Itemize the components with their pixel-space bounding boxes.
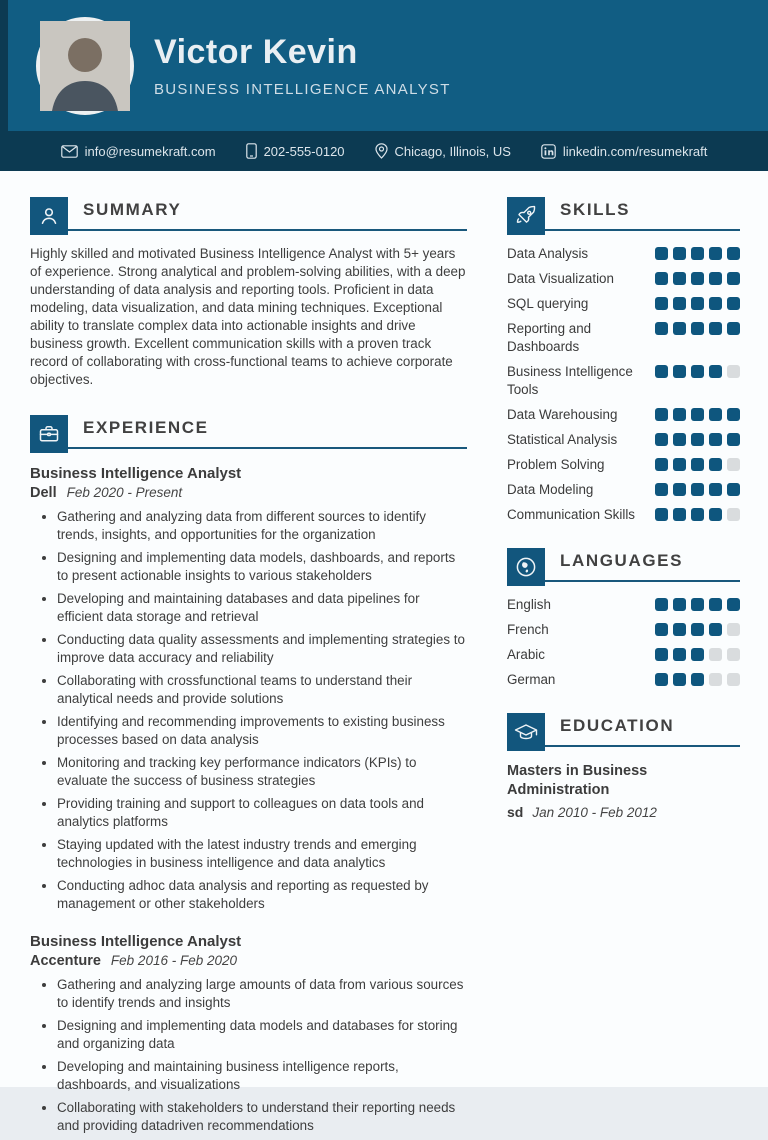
rating-square — [673, 598, 686, 611]
rating-squares — [655, 508, 740, 521]
globe-icon — [507, 548, 545, 586]
rating-square — [691, 673, 704, 686]
job-dates: Feb 2016 - Feb 2020 — [110, 953, 238, 968]
contact-linkedin-text: linkedin.com/resumekraft — [562, 143, 708, 159]
skill-row — [507, 456, 740, 474]
experience-title: EXPERIENCE — [83, 418, 209, 437]
rating-squares — [655, 297, 740, 310]
skill-row-label: Data Visualization — [507, 271, 614, 286]
rating-square — [727, 247, 740, 260]
job-bullet: • Collaborating with crossfunctional teams to understand their analytical needs and provide solutions — [57, 672, 467, 708]
rating-square — [691, 458, 704, 471]
rating-square — [691, 408, 704, 421]
education-degree: Masters in Business Administration — [507, 763, 648, 798]
experience-jobs — [30, 465, 467, 1135]
person-icon — [30, 197, 68, 235]
rating-square — [673, 408, 686, 421]
job-bullet: • Conducting adhoc data analysis and reporting as requested by management or other stakeholders — [57, 877, 467, 913]
rating-square — [691, 433, 704, 446]
languages-list — [507, 596, 740, 689]
rating-square — [727, 508, 740, 521]
rating-square — [691, 648, 704, 661]
education-meta — [507, 804, 740, 820]
education-title: EDUCATION — [560, 716, 675, 735]
job-entry — [30, 465, 467, 913]
skill-row — [507, 506, 740, 524]
job-company: Accenture — [30, 953, 101, 969]
location-pin-icon — [375, 143, 388, 159]
rating-square — [727, 433, 740, 446]
job-dates: Feb 2020 - Present — [66, 485, 183, 500]
rating-square — [691, 247, 704, 260]
education-heading — [507, 713, 740, 747]
skill-row — [507, 320, 740, 356]
skill-row-label: Data Analysis — [507, 246, 589, 261]
summary-title: SUMMARY — [83, 200, 182, 219]
rating-squares — [655, 408, 740, 421]
rating-square — [655, 508, 668, 521]
rating-square — [673, 297, 686, 310]
rating-square — [727, 483, 740, 496]
rating-square — [691, 483, 704, 496]
right-column — [507, 197, 740, 1140]
experience-heading — [30, 415, 467, 449]
skill-row — [507, 406, 740, 424]
contact-email[interactable] — [61, 144, 216, 159]
rating-square — [673, 365, 686, 378]
content — [0, 171, 768, 1140]
rating-square — [655, 483, 668, 496]
languages-heading — [507, 548, 740, 582]
language-row — [507, 621, 740, 639]
rating-squares — [655, 673, 740, 686]
contact-linkedin[interactable] — [541, 144, 708, 159]
rating-square — [655, 433, 668, 446]
rating-square — [655, 673, 668, 686]
rating-square — [709, 623, 722, 636]
rating-square — [709, 433, 722, 446]
language-row — [507, 646, 740, 664]
avatar — [36, 17, 134, 115]
language-row — [507, 671, 740, 689]
job-entry — [30, 933, 467, 1135]
rating-square — [673, 458, 686, 471]
skill-row — [507, 270, 740, 288]
skill-row — [507, 363, 740, 399]
job-meta — [30, 485, 467, 501]
rating-square — [691, 598, 704, 611]
job-bullet: • Gathering and analyzing large amounts of data from various sources to identify trends and insights — [57, 976, 467, 1012]
rating-square — [655, 458, 668, 471]
rating-square — [709, 272, 722, 285]
job-meta — [30, 953, 467, 969]
job-bullet: • Conducting data quality assessments and implementing strategies to improve data accuracy and reliability — [57, 631, 467, 667]
contact-phone[interactable] — [246, 143, 345, 159]
rating-square — [727, 297, 740, 310]
rating-square — [709, 483, 722, 496]
job-bullet: • Staying updated with the latest industry trends and emerging technologies in business intelligence and data analytics — [57, 836, 467, 872]
briefcase-icon — [30, 415, 68, 453]
rating-square — [691, 272, 704, 285]
rating-square — [655, 623, 668, 636]
rating-square — [709, 247, 722, 260]
job-bullet: • Identifying and recommending improvements to existing business processes based on data analysis — [57, 713, 467, 749]
skills-heading — [507, 197, 740, 231]
skill-row-label: Problem Solving — [507, 457, 605, 472]
rating-square — [691, 508, 704, 521]
linkedin-icon — [541, 144, 556, 159]
languages-title: LANGUAGES — [560, 551, 684, 570]
language-row-label: German — [507, 672, 556, 687]
rating-square — [709, 297, 722, 310]
language-row-label: French — [507, 622, 549, 637]
rating-square — [691, 322, 704, 335]
rating-square — [673, 673, 686, 686]
contact-bar — [0, 131, 768, 171]
skill-row-label: Communication Skills — [507, 507, 635, 522]
education-school: sd — [507, 804, 524, 820]
job-bullet: • Monitoring and tracking key performance indicators (KPIs) to evaluate the success of business strategies — [57, 754, 467, 790]
job-bullet: • Gathering and analyzing data from different sources to identify trends, insights, and opportunities for the organization — [57, 508, 467, 544]
header-text — [154, 33, 451, 98]
job-bullet: • Providing training and support to colleagues on data tools and analytics platforms — [57, 795, 467, 831]
language-row-label: Arabic — [507, 647, 545, 662]
skill-row — [507, 295, 740, 313]
rating-squares — [655, 365, 740, 378]
skill-row — [507, 481, 740, 499]
rating-square — [727, 623, 740, 636]
rating-squares — [655, 623, 740, 636]
job-bullets — [30, 508, 467, 913]
rating-square — [709, 408, 722, 421]
skill-row-label: Statistical Analysis — [507, 432, 618, 447]
header — [0, 0, 768, 131]
rating-square — [709, 322, 722, 335]
rating-square — [673, 648, 686, 661]
rating-squares — [655, 433, 740, 446]
rating-square — [727, 272, 740, 285]
rating-square — [691, 297, 704, 310]
rating-square — [727, 598, 740, 611]
job-company: Dell — [30, 485, 57, 501]
job-bullet: • Designing and implementing data models and databases for storing and organizing data — [57, 1017, 467, 1053]
rating-square — [691, 365, 704, 378]
avatar-photo-placeholder — [40, 21, 130, 111]
person-title: BUSINESS INTELLIGENCE ANALYST — [154, 81, 451, 98]
language-row — [507, 596, 740, 614]
rating-square — [655, 322, 668, 335]
skills-list — [507, 245, 740, 524]
rating-squares — [655, 247, 740, 260]
job-title: Business Intelligence Analyst — [30, 465, 242, 482]
rating-square — [655, 365, 668, 378]
skill-row-label: Data Modeling — [507, 482, 594, 497]
rating-square — [727, 673, 740, 686]
rating-squares — [655, 458, 740, 471]
job-bullet: • Designing and implementing data models, dashboards, and reports to present actionable insights to various stakeholders — [57, 549, 467, 585]
rating-square — [709, 365, 722, 378]
rating-squares — [655, 598, 740, 611]
rating-square — [727, 322, 740, 335]
rating-square — [655, 272, 668, 285]
rating-square — [727, 365, 740, 378]
skill-row — [507, 431, 740, 449]
rating-square — [673, 508, 686, 521]
rating-squares — [655, 483, 740, 496]
contact-email-text: info@resumekraft.com — [84, 143, 216, 159]
job-bullet: • Collaborating with stakeholders to understand their reporting needs and providing datadriven recommendations — [57, 1099, 467, 1135]
rating-square — [655, 247, 668, 260]
skill-row — [507, 245, 740, 263]
skill-row-label: Data Warehousing — [507, 407, 618, 422]
contact-phone-text: 202-555-0120 — [263, 143, 345, 159]
rating-square — [673, 247, 686, 260]
job-title: Business Intelligence Analyst — [30, 933, 242, 950]
rating-square — [691, 623, 704, 636]
graduation-cap-icon — [507, 713, 545, 751]
rating-square — [727, 408, 740, 421]
summary-heading — [30, 197, 467, 231]
job-bullet: • Developing and maintaining databases and data pipelines for efficient data storage and retrieval — [57, 590, 467, 626]
rating-square — [709, 508, 722, 521]
rating-square — [655, 598, 668, 611]
rating-square — [673, 483, 686, 496]
skill-row-label: Business Intelligence Tools — [507, 364, 633, 397]
left-column — [30, 197, 467, 1140]
contact-location-text: Chicago, Illinois, US — [394, 143, 511, 159]
skill-row-label: SQL querying — [507, 296, 589, 311]
job-bullet: • Developing and maintaining business intelligence reports, dashboards, and visualizations — [57, 1058, 467, 1094]
rating-square — [655, 408, 668, 421]
rating-squares — [655, 648, 740, 661]
rating-square — [673, 623, 686, 636]
rating-square — [655, 648, 668, 661]
rating-square — [709, 673, 722, 686]
language-row-label: English — [507, 597, 551, 612]
summary-text: Highly skilled and motivated Business Intelligence Analyst with 5+ years of experience. Strong analytical and problem-solving abilities, with a deep understanding of data analysis and reporting tools. Proficient in data modeling, data visualization, and data mining techniques. Exceptional ability to translate complex data into actionable insights and drive business growth. Excellent communication skills with a proven track record of collaborating with cross-functional teams to achieve corporate objectives. — [30, 246, 466, 387]
contact-location[interactable] — [375, 143, 511, 159]
rocket-icon — [507, 197, 545, 235]
rating-square — [655, 297, 668, 310]
job-bullets — [30, 976, 467, 1135]
rating-square — [727, 648, 740, 661]
rating-square — [727, 458, 740, 471]
skill-row-label: Reporting and Dashboards — [507, 321, 592, 354]
rating-squares — [655, 322, 740, 335]
rating-square — [673, 322, 686, 335]
phone-icon — [246, 143, 257, 159]
skills-title: SKILLS — [560, 200, 631, 219]
rating-square — [673, 433, 686, 446]
education-dates: Jan 2010 - Feb 2012 — [532, 805, 657, 820]
email-icon — [61, 145, 78, 158]
rating-square — [709, 458, 722, 471]
rating-square — [709, 648, 722, 661]
rating-square — [709, 598, 722, 611]
rating-square — [673, 272, 686, 285]
rating-squares — [655, 272, 740, 285]
person-name: Victor Kevin — [154, 33, 358, 71]
